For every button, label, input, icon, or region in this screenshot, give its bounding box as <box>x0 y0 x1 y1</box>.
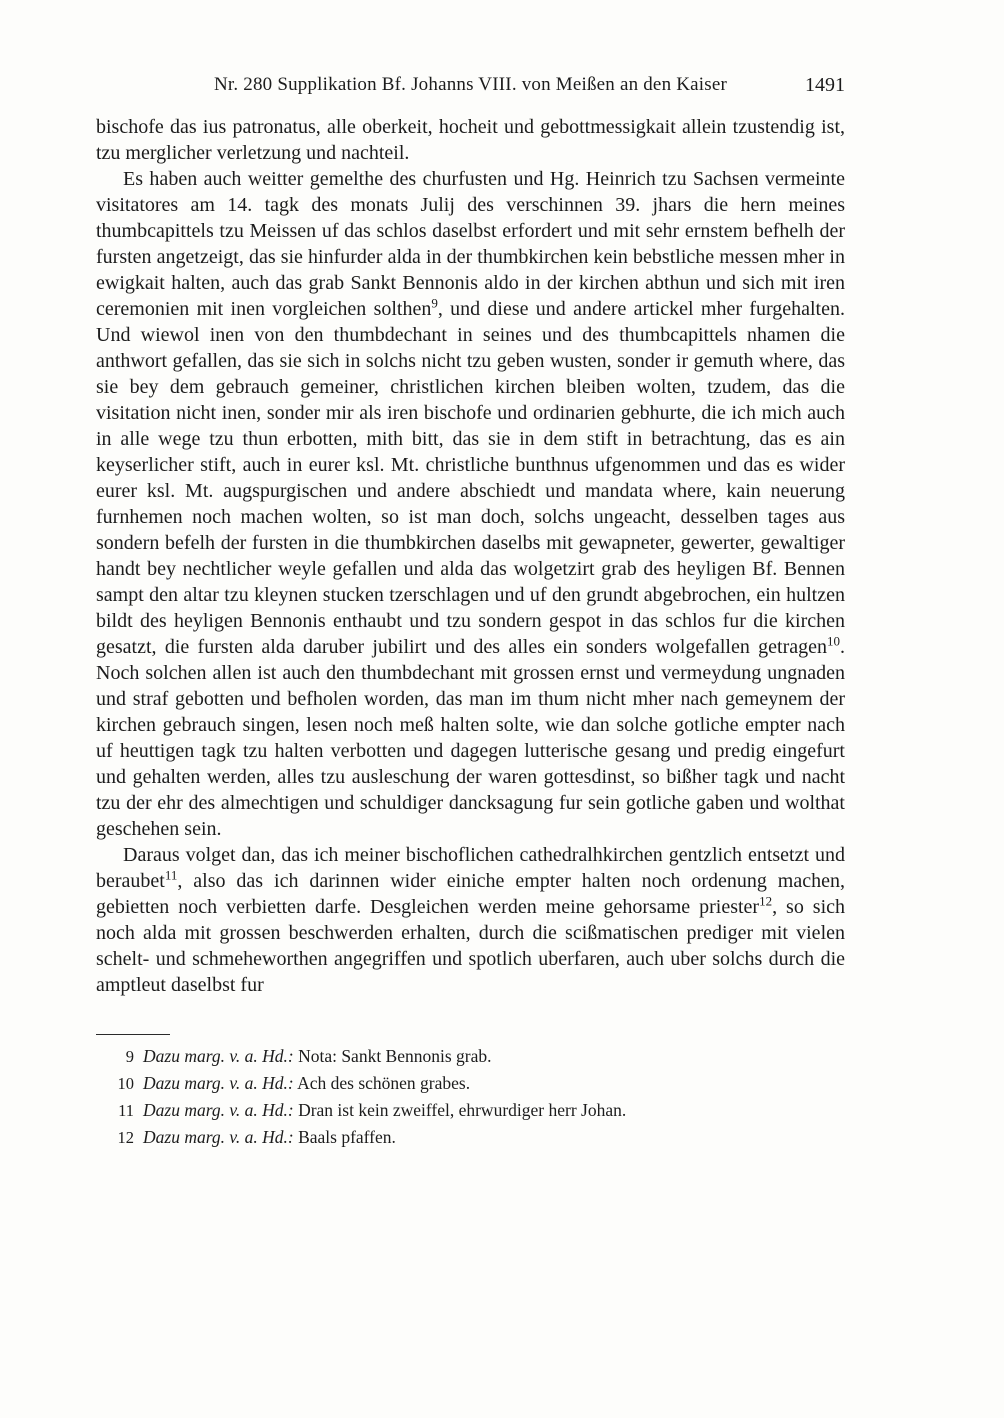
body-text <box>96 114 845 998</box>
footnote-source-label: Dazu marg. v. a. Hd.: <box>143 1127 294 1147</box>
footnote-number: 10 <box>117 1074 134 1093</box>
footnote <box>96 1124 845 1151</box>
footnote-separator-rule <box>96 1034 170 1035</box>
footnote-text: Ach des schönen grabes. <box>293 1073 471 1093</box>
footnote-source-label: Dazu marg. v. a. Hd.: <box>143 1046 294 1066</box>
footnote-source-label: Dazu marg. v. a. Hd.: <box>143 1100 294 1120</box>
footnote-text: Dran ist kein zweiffel, ehrwurdiger herr Johan. <box>293 1100 627 1120</box>
footnote-number: 9 <box>125 1047 134 1066</box>
footnote-number: 12 <box>117 1128 134 1147</box>
body-paragraph: Es haben auch weitter gemelthe des churfusten und Hg. Heinrich tzu Sachsen vermeinte visitatores am 14. tagk des monats Julij des verschinnen 39. jhars die hern meines thumbcapittels tzu Meissen uf das schlos daselbst erfordert und mit sehr ernstem befhelh der fursten angetzeigt, das sie hinfurder alda in der thumbkirchen kein bebstliche messen mher in ewigkait halten, auch das grab Sankt Bennonis aldo in der kirchen abthun und sich mit iren ceremonien mit inen vorgleichen solthen$^9$, und diese und andere artickel mher furgehalten. Und wiewol inen von den thumbdechant in seines und des thumbcapittels nhamen die anthwort gefallen, das sie sich in solchs nicht tzu geben wusten, sonder ir gemuth where, das sie bey dem gebrauch gemeiner, christlichen kirchen bleiben wolten, tzudem, das die visitation nicht inen, sonder mir als iren bischofe und ordinarien gebhurte, die ich mich auch in alle wege tzu thun erbotten, mith bitt, das sie in dem stift in betrachtung, das es ain keyserlicher stift, auch in eurer ksl. Mt. christliche bunthnus ufgenommen und das es wider eurer ksl. Mt. augspurgischen und andere abschiedt und mandata where, kain neuerung furnhemen noch machen wolten, so ist man doch, solchs ungeacht, desselben tages aus sondern befelh der fursten in die thumbkirchen daselbs mit gewapneter, gewerter, gewaltiger handt bey nechtlicher weyle gefallen und alda das wolgetzirt grab des heyligen Bf. Bennen sampt den altar tzu kleynen stucken tzerschlagen und uf den grundt abgebrochen, ein hultzen bildt des heyligen Bennonis enthaubt und tzu sondern gespot in das schlos fur die kirchen gesatzt, die fursten alda daruber jubilirt und des alles ein sonders wolgefallen getragen$^{10}$. Noch solchen allen ist auch den thumbdechant mit grossen ernst und vermeydung ungnaden und straf gebotten und befholen worden, das man im thum nicht mher nach gemeynem der kirchen gebrauch singen, lesen noch meß halten solte, wie dan solche gotliche empter nach uf heuttigen tagk tzu halten verbotten und dagegen lutterische gesang und predig eingefurt und gehalten werden, alles tzu ausleschung der waren gottesdinst, so bißher tagk und nacht tzu der ehr des almechtigen und schuldiger dancksagung fur sein gotliche gaben und wolthat geschehen sein. <box>96 168 845 840</box>
footnote-reference: 12 <box>759 893 773 909</box>
footnotes-list <box>96 1043 845 1151</box>
body-paragraph: bischofe das ius patronatus, alle oberkeit, hocheit und gebottmessigkait allein tzustendig ist, tzu merglicher verletzung und nachteil. <box>96 116 845 164</box>
footnote-reference: 9 <box>431 295 438 311</box>
footnote-text: Baals pfaffen. <box>293 1127 396 1147</box>
footnote <box>96 1070 845 1097</box>
footnote-reference: 10 <box>827 633 840 649</box>
footnote-text: Nota: Sankt Bennonis grab. <box>293 1046 492 1066</box>
footnote-source-label: Dazu marg. v. a. Hd.: <box>143 1073 294 1093</box>
footnote <box>96 1097 845 1124</box>
running-header-title: Nr. 280 Supplikation Bf. Johanns VIII. von Meißen an den Kaiser <box>213 74 728 95</box>
footnote <box>96 1043 845 1070</box>
footnotes-section <box>96 1034 845 1151</box>
page-header <box>96 72 845 98</box>
footnote-number: 11 <box>118 1101 134 1120</box>
page-number: 1491 <box>805 74 845 96</box>
body-paragraph: Daraus volget dan, das ich meiner bischoflichen cathedralhkirchen gentzlich entsetzt und beraubet$^{11}$, also das ich darinnen wider einiche empter halten noch ordenung machen, gebietten noch verbietten darfe. Desgleichen werden meine gehorsame priester$^{12}$, so sich noch alda mit grossen beschwerden erhalten, durch die scißmatischen prediger mit vielen schelt- und schmeheworthen angegriffen und spotlich uberfaren, auch uber solchs durch die amptleut daselbst fur <box>96 844 845 996</box>
footnote-reference: 11 <box>164 867 178 883</box>
